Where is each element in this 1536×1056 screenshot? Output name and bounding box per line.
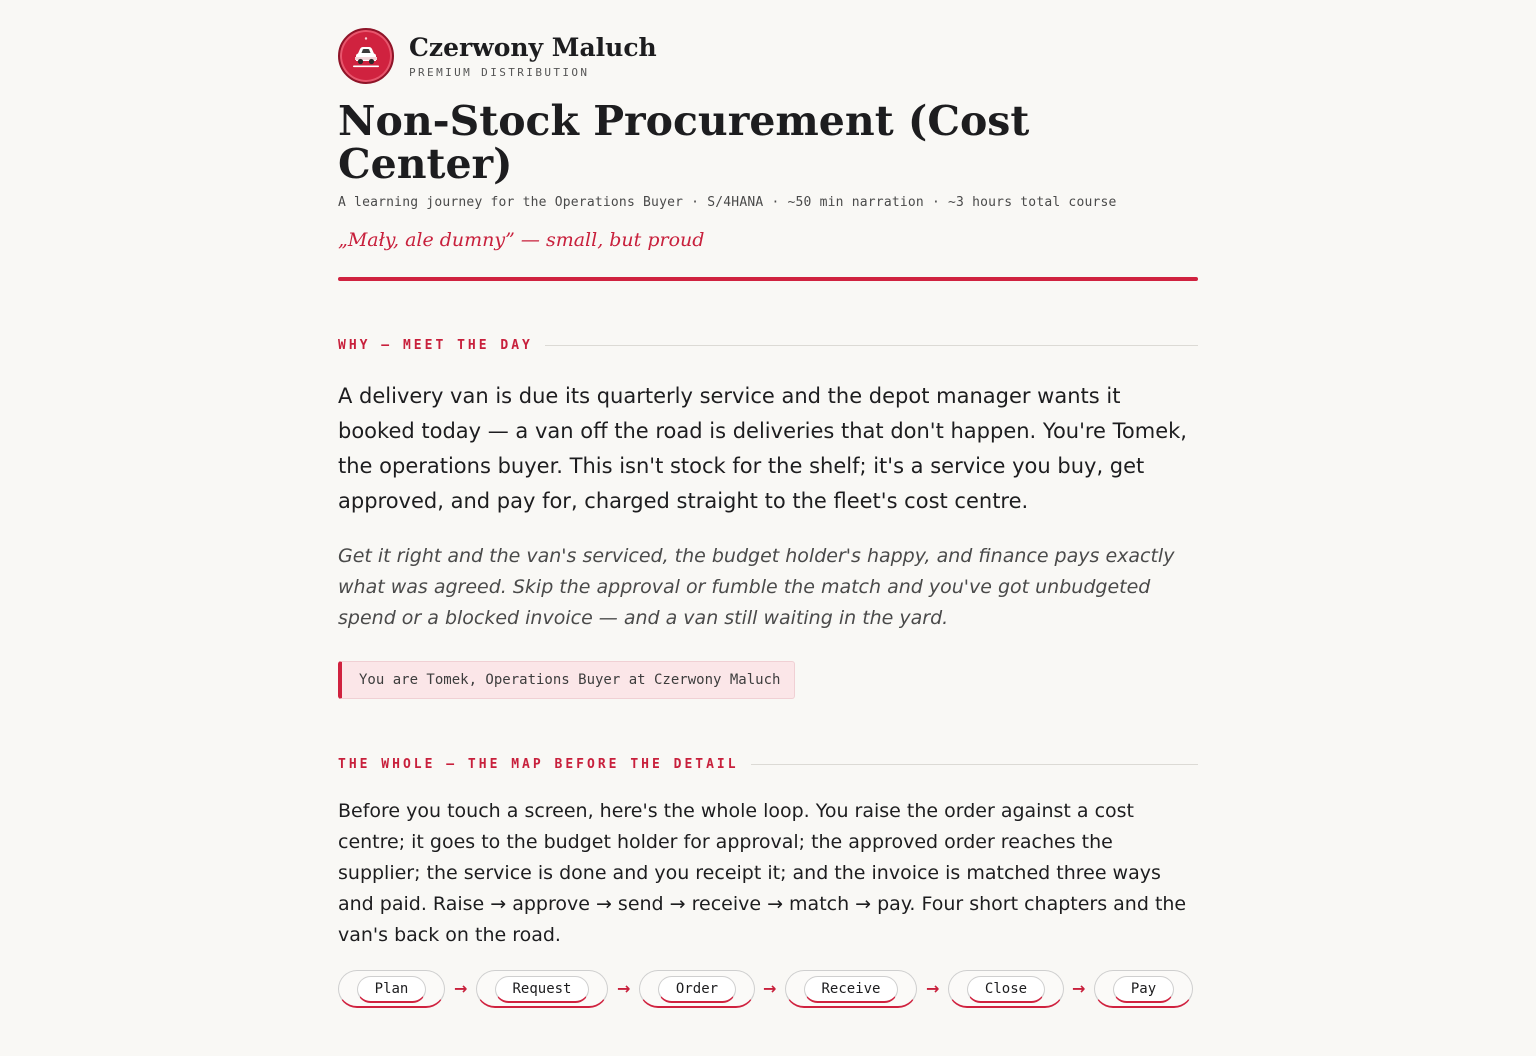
why-aside-paragraph: Get it right and the van's serviced, the budget holder's happy, and finance pays exactly what was agreed. Skip the approval or fumble the match and you've got unbudgeted spend or a blocked invoice — and a van still waiting in the yard. <box>338 545 1175 629</box>
flow-step-request[interactable] <box>476 970 608 1008</box>
section-divider <box>545 345 1198 346</box>
header-divider <box>338 277 1198 281</box>
whole-paragraph: Before you touch a screen, here's the whole loop. You raise the order against a cost centre; it goes to the budget holder for approval; the approved order reaches the supplier; the service is done and you receipt it; and the invoice is matched three ways and paid. Raise → approve → send → receive → match → pay. Four short chapters and the van's back on the road. <box>338 800 1187 946</box>
section-divider <box>751 764 1198 765</box>
flow-step-label: Pay <box>1113 976 1174 1003</box>
flow-step-label: Receive <box>804 976 898 1003</box>
section-heading-whole-label: THE WHOLE — THE MAP BEFORE THE DETAIL <box>338 757 739 772</box>
section-heading-why-label: WHY — MEET THE DAY <box>338 338 533 353</box>
car-icon <box>338 28 394 84</box>
motto: „Mały, ale dumny” — small, but proud <box>338 229 705 251</box>
why-lead-paragraph: A delivery van is due its quarterly service and the depot manager wants it booked today — a van off the road is deliveries that don't happen. You're Tomek, the operations buyer. This isn't stock for the shelf; it's a service you buy, get approved, and pay for, charged straight to the fleet's cost centre. <box>338 384 1187 513</box>
brand-tagline: PREMIUM DISTRIBUTION <box>409 66 590 79</box>
section-heading-why <box>338 338 1198 353</box>
flow-step-label: Request <box>495 976 589 1003</box>
flow-step-close[interactable] <box>948 970 1064 1008</box>
flow-step-plan[interactable] <box>338 970 445 1008</box>
flow-step-receive[interactable] <box>785 970 917 1008</box>
flow-arrow: → <box>617 979 631 998</box>
flow-step-label: Plan <box>357 976 426 1003</box>
brand-name: Czerwony Maluch <box>409 33 657 62</box>
brand-header <box>338 28 657 84</box>
flow-step-label: Order <box>658 976 736 1003</box>
flow-step-label: Close <box>967 976 1045 1003</box>
flow-arrow: → <box>454 979 468 998</box>
page-title: Non-Stock Procurement (Cost Center) <box>338 97 1030 188</box>
flow-arrow: → <box>1072 979 1086 998</box>
course-subtitle: A learning journey for the Operations Buyer · S/4HANA · ~50 min narration · ~3 hours total course <box>338 195 1117 210</box>
section-heading-whole <box>338 757 1198 772</box>
flow-arrow: → <box>763 979 777 998</box>
flow-arrow: → <box>926 979 940 998</box>
role-badge: You are Tomek, Operations Buyer at Czerwony Maluch <box>338 661 795 699</box>
flow-step-pay[interactable] <box>1094 970 1193 1008</box>
flow-step-order[interactable] <box>639 970 755 1008</box>
